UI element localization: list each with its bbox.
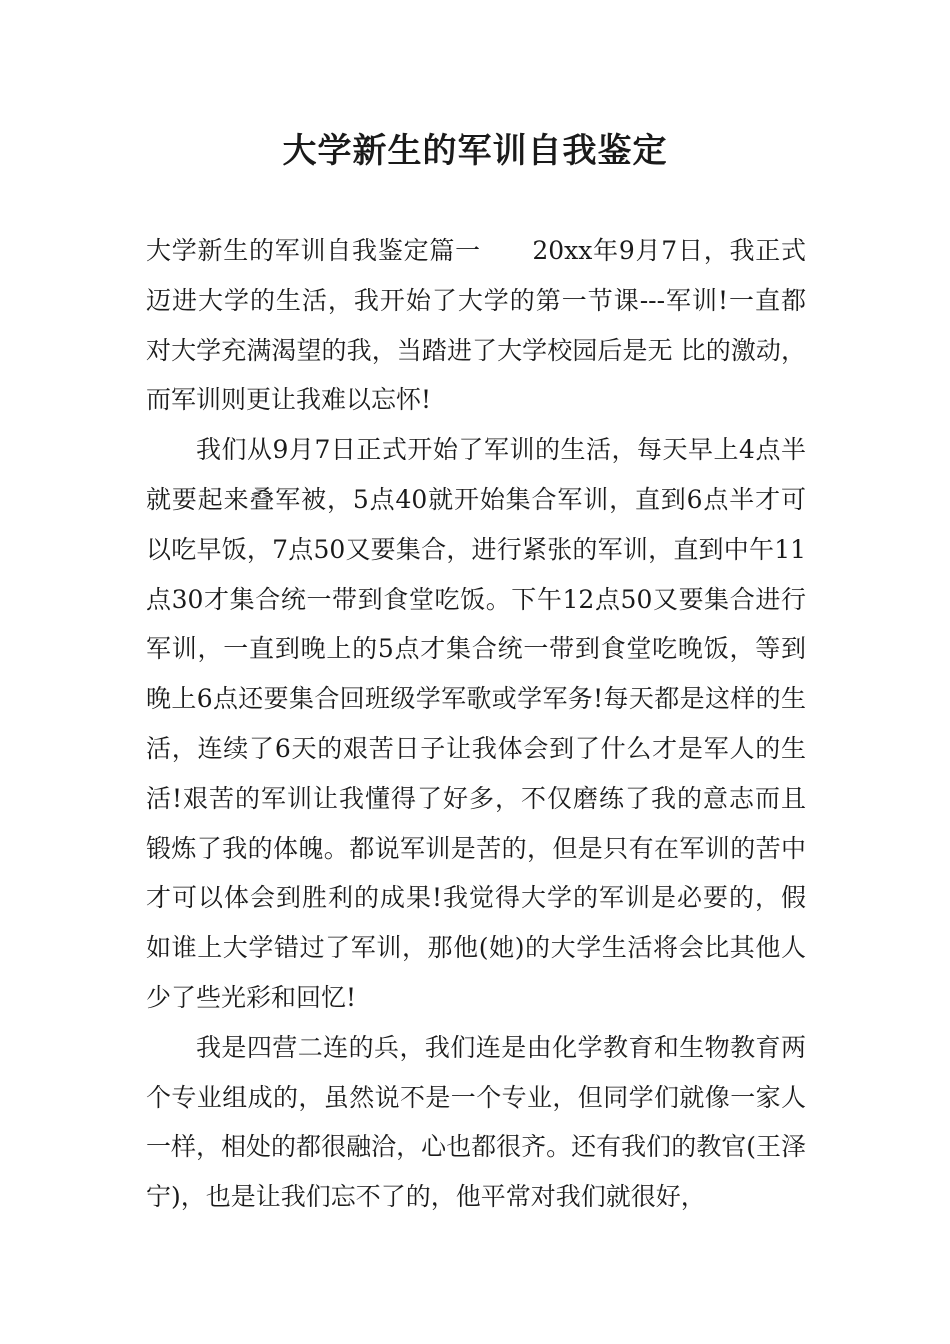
paragraph-1: 大学新生的军训自我鉴定篇一 20xx年9月7日，我正式迈进大学的生活，我开始了大学的第一节课---军训!一直都对大学充满渴望的我，当踏进了大学校园后是无 比的激动，而军训则更让我难以忘怀!: [146, 236, 806, 415]
paragraph-3: 我是四营二连的兵，我们连是由化学教育和生物教育两个专业组成的，虽然说不是一个专业，但同学们就像一家人一样，相处的都很融洽，心也都很齐。还有我们的教官(王泽宁)，也是让我们忘不了的，他平常对我们就很好，: [146, 1032, 806, 1212]
paragraph-2: 我们从9月7日正式开始了军训的生活，每天早上4点半就要起来叠军被，5点40就开始集合军训，直到6点半才可以吃早饭，7点50又要集合，进行紧张的军训，直到中午11点30才集合统一带到食堂吃饭。下午12点50又要集合进行军训，一直到晚上的5点才集合统一带到食堂吃晚饭，等到晚上6点还要集合回班级学军歌或学军务!每天都是这样的生活，连续了6天的艰苦日子让我体会到了什么才是军人的生活!艰苦的军训让我懂得了好多，不仅磨练了我的意志而且锻炼了我的体魄。都说军训是苦的，但是只有在军训的苦中才可以体会到胜利的成果!我觉得大学的军训是必要的，假如谁上大学错过了军训，那他(她)的大学生活将会比其他人少了些光彩和回忆!: [146, 435, 806, 1012]
document-body: [146, 226, 806, 1222]
document-title: 大学新生的军训自我鉴定: [282, 131, 668, 171]
